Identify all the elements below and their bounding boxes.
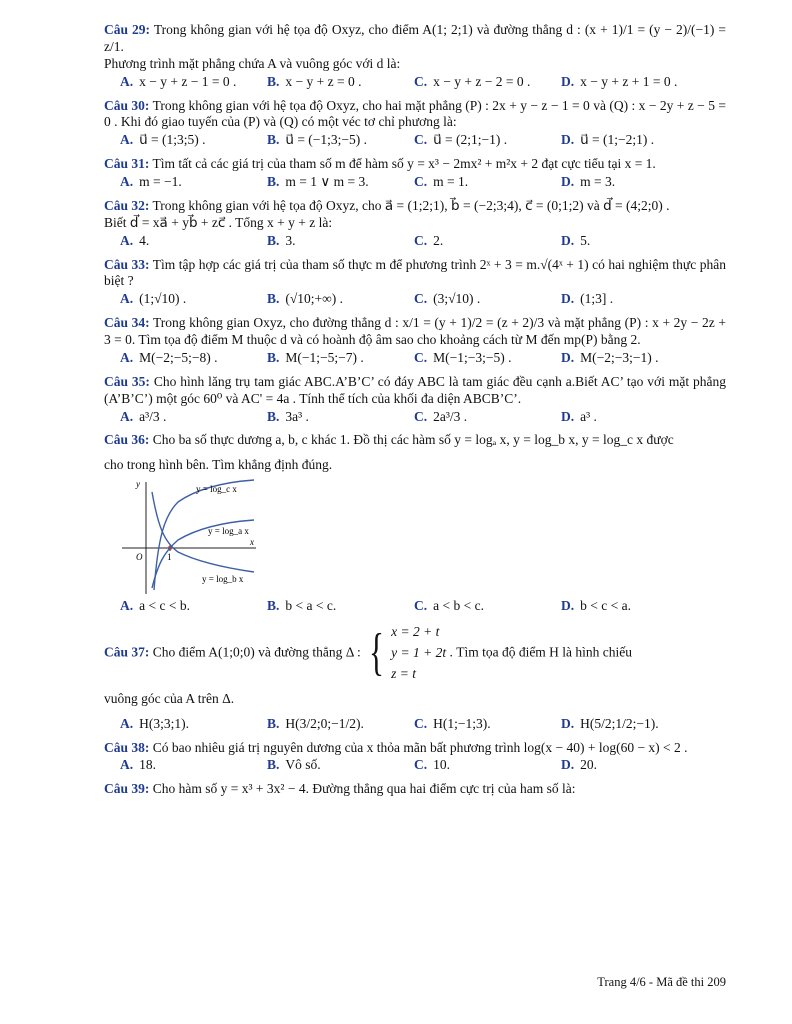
system-line: z = t xyxy=(391,665,416,681)
question-number: Câu 32: xyxy=(104,197,150,213)
question-number: Câu 39: xyxy=(104,781,150,797)
option-d[interactable]: D. b < c < a. xyxy=(561,598,631,614)
question-number: Câu 37: xyxy=(104,644,150,660)
option-d[interactable]: D. m = 3. xyxy=(561,174,616,189)
option-b[interactable]: B. M(−1;−5;−7) . xyxy=(267,349,364,365)
option-a[interactable]: A. (1;√10) . xyxy=(120,291,187,307)
option-b[interactable]: B. 3a³ . xyxy=(267,408,309,424)
option-c[interactable]: C. M(−1;−3;−5) . xyxy=(414,349,512,365)
question-number: Câu 36: xyxy=(104,432,150,448)
question-text: Cho điểm A(1;0;0) và đường thẳng Δ : xyxy=(152,644,361,660)
option-d[interactable]: D. M(−2;−3;−1) . xyxy=(561,349,659,365)
option-b[interactable]: B. x − y + z = 0 . xyxy=(267,73,362,89)
option-c[interactable]: C. x − y + z − 2 = 0 . xyxy=(414,73,531,89)
system-line: x = 2 + t xyxy=(391,624,440,639)
answer-options xyxy=(104,716,726,733)
option-b[interactable]: B. (√10;+∞) . xyxy=(267,291,344,307)
option-d[interactable]: D. a³ . xyxy=(561,408,597,424)
question-34 xyxy=(104,315,726,367)
question-number: Câu 38: xyxy=(104,739,150,755)
question-33 xyxy=(104,257,726,309)
question-text: Cho hàm số y = x³ + 3x² − 4. Đường thẳng qua hai điểm cực trị của ham số là: xyxy=(152,781,576,797)
question-number: Câu 34: xyxy=(104,315,150,331)
answer-options xyxy=(104,350,726,367)
answer-options xyxy=(104,174,726,191)
question-number: Câu 35: xyxy=(104,373,150,389)
option-d[interactable]: D. u⃗ = (1;−2;1) . xyxy=(561,132,655,148)
option-c[interactable]: C. m = 1. xyxy=(414,174,469,189)
answer-options xyxy=(104,233,726,250)
question-32 xyxy=(104,198,726,250)
question-number: Câu 33: xyxy=(104,256,150,272)
answer-options xyxy=(104,409,726,426)
option-c[interactable]: C. a < b < c. xyxy=(414,598,484,614)
log-graph xyxy=(118,478,258,596)
question-29 xyxy=(104,22,726,91)
option-a[interactable]: A. a³/3 . xyxy=(120,408,167,424)
option-c[interactable]: C. 10. xyxy=(414,757,450,773)
exam-page xyxy=(104,22,726,798)
question-text: Trong không gian với hệ tọa độ Oxyz, cho a⃗ = (1;2;1), b⃗ = (−2;3;4), c⃗ = (0;1;2) và d⃗ = (4;2;0) . xyxy=(152,197,670,213)
option-c[interactable]: C. u⃗ = (2;1;−1) . xyxy=(414,132,508,148)
one-label: 1 xyxy=(167,552,172,563)
question-text-continued: Phương trình mặt phẳng chứa A và vuông góc với d là: xyxy=(104,55,401,71)
option-c[interactable]: C. H(1;−1;3). xyxy=(414,715,491,731)
question-37 xyxy=(104,622,726,733)
option-a[interactable]: A. H(3;3;1). xyxy=(120,715,189,731)
label-log-b: y = log_b x xyxy=(202,574,244,585)
question-31 xyxy=(104,156,726,191)
option-b[interactable]: B. u⃗ = (−1;3;−5) . xyxy=(267,132,368,148)
option-d[interactable]: D. 5. xyxy=(561,232,591,248)
page-footer: Trang 4/6 - Mã đề thi 209 xyxy=(597,975,726,989)
option-b[interactable]: B. Vô số. xyxy=(267,757,321,773)
question-number: Câu 30: xyxy=(104,97,150,113)
option-a[interactable]: A. M(−2;−5;−8) . xyxy=(120,349,218,365)
question-text-tail: . Tìm tọa độ điểm H là hình chiếu xyxy=(449,644,633,660)
option-c[interactable]: C. 2a³/3 . xyxy=(414,408,468,424)
question-text-continued: Biết d⃗ = xa⃗ + yb⃗ + zc⃗ . Tổng x + y + z là: xyxy=(104,214,333,230)
label-log-a: y = log_a x xyxy=(208,526,249,537)
option-a[interactable]: A. a < c < b. xyxy=(120,598,190,614)
system-line: y = 1 + 2t xyxy=(391,644,447,660)
question-number: Câu 29: xyxy=(104,22,151,37)
log-graph-svg xyxy=(118,478,258,596)
question-text: Tìm tập hợp các giá trị của tham số thực m để phương trình 2ˣ + 3 = m.√(4ˣ + 1) có hai nghiệm thực phân biệt ? xyxy=(104,256,726,289)
question-number: Câu 31: xyxy=(104,156,150,172)
question-39 xyxy=(104,781,726,798)
answer-options xyxy=(104,598,726,615)
option-d[interactable]: D. x − y + z + 1 = 0 . xyxy=(561,73,678,89)
question-text: Trong không gian với hệ tọa độ Oxyz, cho điểm A(1; 2;1) và đường thẳng d : (x + 1)/1 = (y − 2)/(−1) = z/1. xyxy=(104,22,726,54)
option-b[interactable]: B. b < a < c. xyxy=(267,598,337,614)
option-d[interactable]: D. (1;3] . xyxy=(561,291,614,307)
axis-y-label: y xyxy=(136,479,140,490)
question-text: Cho hình lăng trụ tam giác ABC.A’B’C’ có đáy ABC là tam giác đều cạnh a.Biết AC’ tạo với mặt phẳng (A’B’C’) một góc 60⁰ và AC' = 4a . Tính thể tích của khối đa diện ABCB’C’. xyxy=(104,373,726,406)
option-d[interactable]: D. H(5/2;1/2;−1). xyxy=(561,715,659,731)
option-a[interactable]: A. x − y + z − 1 = 0 . xyxy=(120,73,237,89)
origin-label: O xyxy=(136,552,143,563)
option-b[interactable]: B. H(3/2;0;−1/2). xyxy=(267,715,364,731)
axis-x-label: x xyxy=(250,537,254,548)
option-c[interactable]: C. 2. xyxy=(414,232,444,248)
answer-options xyxy=(104,757,726,774)
question-35 xyxy=(104,374,726,426)
option-a[interactable]: A. 4. xyxy=(120,232,150,248)
question-text-continued: vuông góc của A trên Δ. xyxy=(104,690,235,706)
question-text: Có bao nhiêu giá trị nguyên dương của x thỏa mãn bất phương trình log(x − 40) + log(60 − x) < 2 . xyxy=(152,739,688,755)
option-a[interactable]: A. 18. xyxy=(120,757,156,773)
brace-icon: { xyxy=(369,624,385,682)
option-d[interactable]: D. 20. xyxy=(561,757,597,773)
option-b[interactable]: B. m = 1 ∨ m = 3. xyxy=(267,174,369,189)
answer-options xyxy=(104,74,726,91)
question-text: Tìm tất cả các giá trị của tham số m để hàm số y = x³ − 2mx² + m²x + 2 đạt cực tiểu tại x = 1. xyxy=(152,156,656,172)
question-text: Trong không gian Oxyz, cho đường thẳng d : x/1 = (y + 1)/2 = (z + 2)/3 và mặt phẳng (P) : x + 2y − 2z + 3 = 0. Tìm tọa độ điểm M thuộc d và có hoành độ âm sao cho khoảng cách từ M đến mp(P) bằng 2. xyxy=(104,315,726,347)
question-38 xyxy=(104,740,726,775)
question-text-continued: cho trong hình bên. Tìm khẳng định đúng. xyxy=(104,457,333,473)
option-b[interactable]: B. 3. xyxy=(267,232,296,248)
question-36 xyxy=(104,432,726,615)
option-a[interactable]: A. m = −1. xyxy=(120,174,182,189)
answer-options xyxy=(104,291,726,308)
question-text: Trong không gian với hệ tọa độ Oxyz, cho hai mặt phẳng (P) : 2x + y − z − 1 = 0 và (Q) : x − 2y + z − 5 = 0 . Khi đó giao tuyến của (P) và (Q) có một véc tơ chỉ phương là: xyxy=(104,97,726,130)
option-c[interactable]: C. (3;√10) . xyxy=(414,291,481,307)
option-a[interactable]: A. u⃗ = (1;3;5) . xyxy=(120,132,206,148)
parametric-system xyxy=(364,622,446,685)
question-30 xyxy=(104,98,726,150)
label-log-c: y = log_c x xyxy=(196,484,237,495)
question-text: Cho ba số thực dương a, b, c khác 1. Đồ thị các hàm số y = logₐ x, y = log_b x, y = log_c x được xyxy=(152,432,674,448)
answer-options xyxy=(104,132,726,149)
